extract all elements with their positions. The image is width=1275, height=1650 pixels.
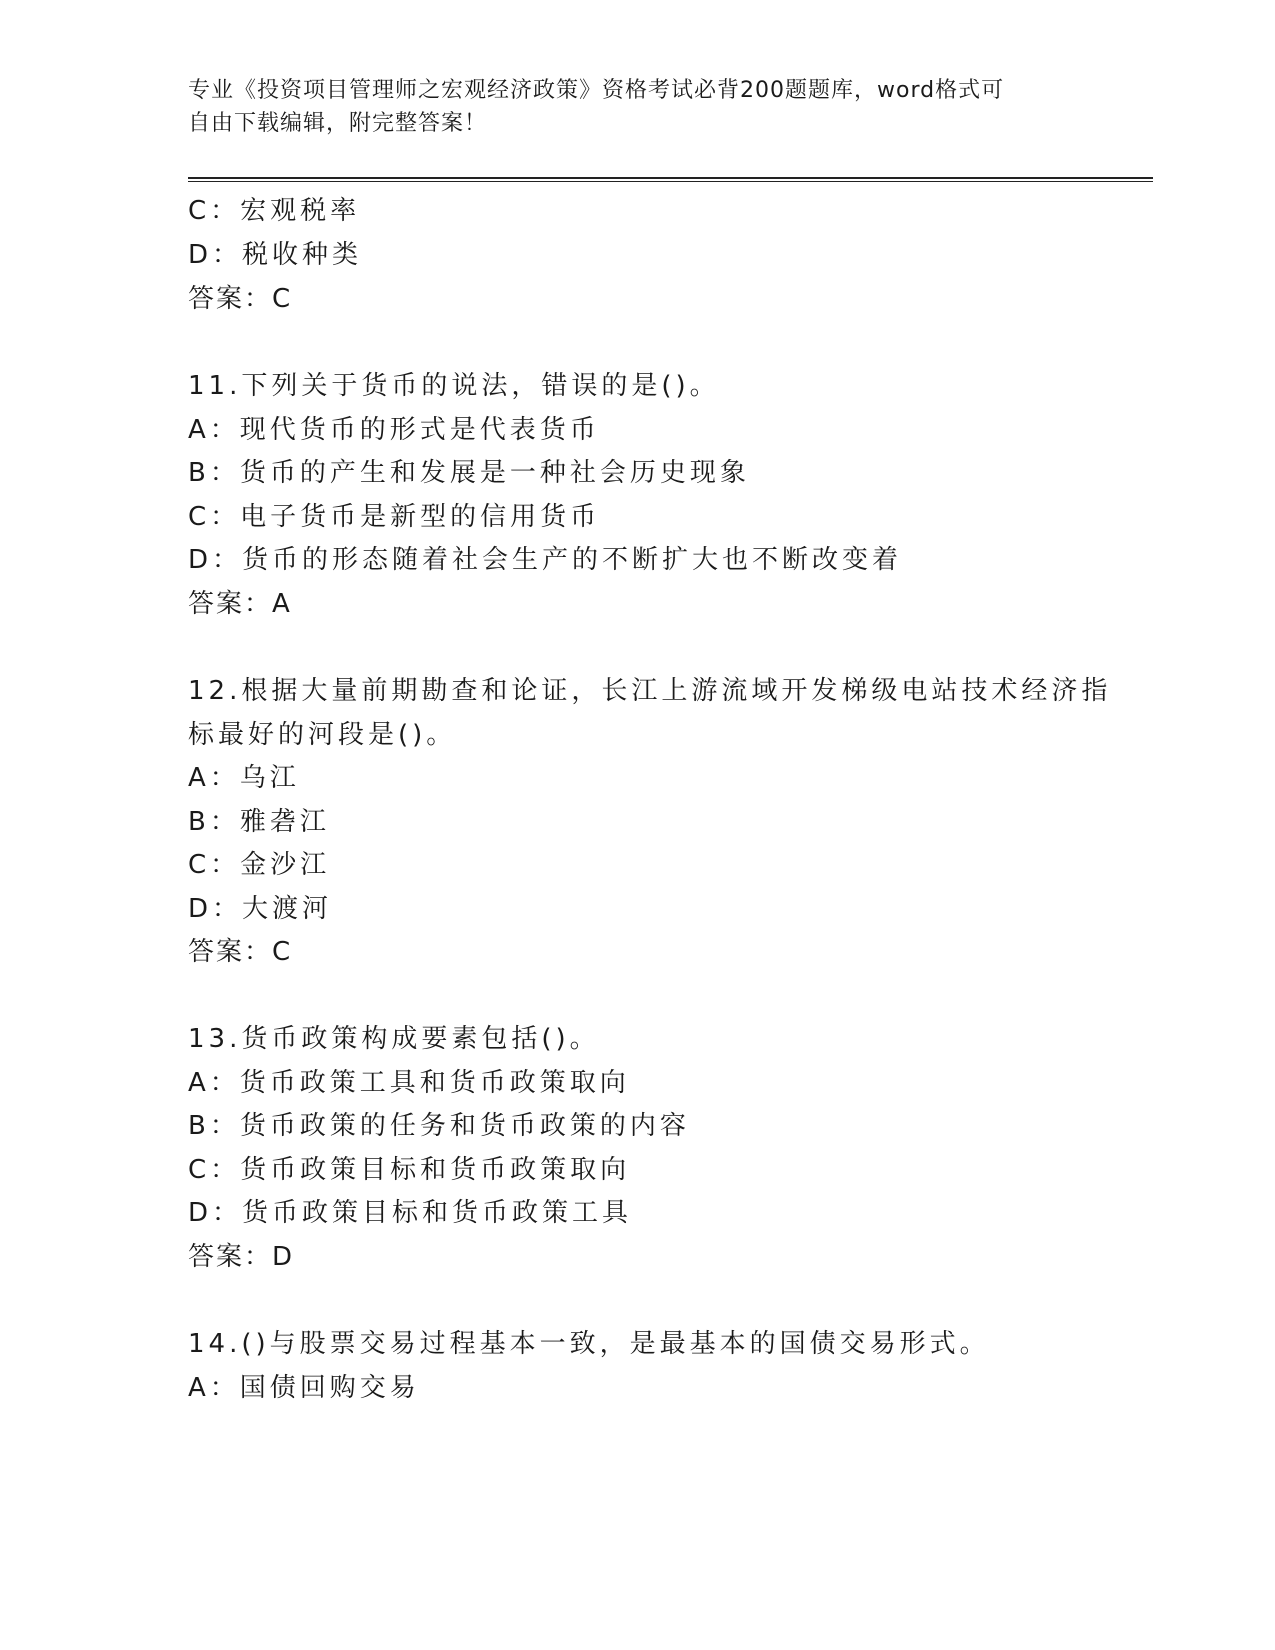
option-a: A：乌江 [188, 763, 300, 793]
header-line-1: 专业《投资项目管理师之宏观经济政策》资格考试必背200题题库，word格式可 [188, 78, 1005, 103]
question-13: 13.货币政策构成要素包括()。 [188, 1024, 600, 1054]
answer: 答案：C [188, 284, 293, 314]
question-14: 14.()与股票交易过程基本一致，是最基本的国债交易形式。 [188, 1329, 990, 1359]
option-d: D：税收种类 [188, 240, 363, 270]
option-b: B：货币政策的任务和货币政策的内容 [188, 1111, 690, 1141]
option-d: D：货币政策目标和货币政策工具 [188, 1198, 633, 1228]
option-c: C：电子货币是新型的信用货币 [188, 502, 601, 532]
option-a: A：国债回购交易 [188, 1373, 420, 1403]
option-b: B：货币的产生和发展是一种社会历史现象 [188, 458, 750, 488]
option-d: D：大渡河 [188, 894, 333, 924]
option-c: C：宏观税率 [188, 196, 361, 226]
answer: 答案：C [188, 937, 293, 967]
answer: 答案：D [188, 1242, 295, 1272]
option-a: A：现代货币的形式是代表货币 [188, 415, 600, 445]
page-header [188, 74, 1068, 140]
option-b: B：雅砻江 [188, 807, 330, 837]
option-c: C：货币政策目标和货币政策取向 [188, 1155, 631, 1185]
answer: 答案：A [188, 589, 292, 619]
option-a: A：货币政策工具和货币政策取向 [188, 1068, 630, 1098]
option-c: C：金沙江 [188, 850, 331, 880]
question-11: 11.下列关于货币的说法，错误的是()。 [188, 371, 720, 401]
header-divider [188, 177, 1153, 182]
question-12-cont: 标最好的河段是()。 [188, 720, 457, 750]
option-d: D：货币的形态随着社会生产的不断扩大也不断改变着 [188, 545, 903, 575]
header-line-2: 自由下载编辑，附完整答案！ [188, 111, 488, 136]
question-12: 12.根据大量前期勘查和论证，长江上游流域开发梯级电站技术经济指 [188, 676, 1112, 706]
